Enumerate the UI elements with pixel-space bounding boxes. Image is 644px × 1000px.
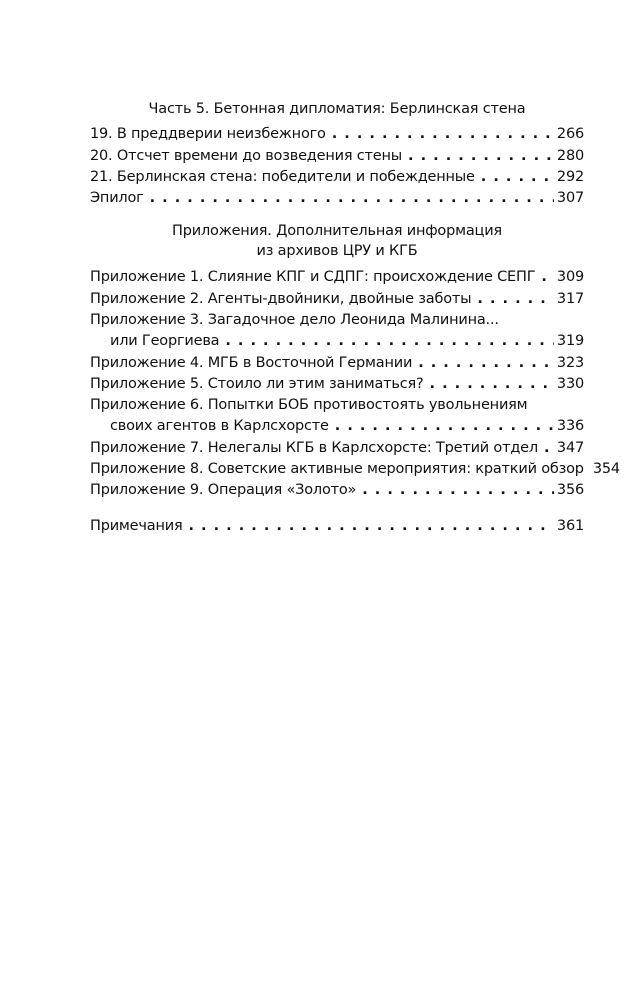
toc-entry	[90, 352, 584, 374]
entry-title: Приложение 1. Слияние КПГ и СДПГ: происхождение СЕПГ	[90, 269, 536, 285]
appendices-heading-line2: из архивов ЦРУ и КГБ	[256, 243, 418, 259]
toc-entry	[90, 187, 584, 209]
toc-entry	[90, 515, 584, 537]
toc-entry	[90, 458, 620, 480]
entry-page: 266	[556, 126, 584, 142]
entry-page: 330	[556, 376, 584, 392]
toc-entry	[90, 373, 584, 395]
leader-dots	[418, 352, 554, 374]
entry-title: Приложение 4. МГБ в Восточной Германии	[90, 355, 413, 371]
entry-title: Приложение 2. Агенты-двойники, двойные заботы	[90, 291, 472, 307]
entry-title: своих агентов в Карлсхорсте	[110, 418, 329, 434]
entry-page: 309	[556, 269, 584, 285]
leader-dots	[332, 123, 554, 145]
entry-page: 347	[556, 440, 584, 456]
toc-entry	[90, 145, 584, 167]
entry-page: 361	[556, 518, 584, 534]
leader-dots	[408, 145, 554, 167]
entry-title-line1: Приложение 6. Попытки БОБ противостоять увольнениям	[90, 397, 528, 413]
entry-page: 307	[556, 190, 584, 206]
toc-entry	[90, 166, 584, 188]
part5-heading: Часть 5. Бетонная дипломатия: Берлинская стена	[148, 101, 526, 117]
leader-dots	[541, 266, 554, 288]
entry-title: 21. Берлинская стена: победители и побежденные	[90, 169, 475, 185]
entry-page: 323	[556, 355, 584, 371]
leader-dots	[335, 415, 554, 437]
leader-dots	[477, 288, 554, 310]
entry-title: Примечания	[90, 518, 183, 534]
toc-entry	[90, 123, 584, 145]
entry-title: Приложение 8. Советские активные мероприятия: краткий обзор	[90, 461, 584, 477]
toc-entry	[90, 330, 584, 352]
leader-dots	[362, 479, 554, 501]
entry-page: 354	[592, 461, 620, 477]
entry-title: или Георгиева	[110, 333, 220, 349]
entry-title: Приложение 9. Операция «Золото»	[90, 482, 357, 498]
leader-dots	[481, 166, 554, 188]
entry-page: 336	[556, 418, 584, 434]
entry-title-line1: Приложение 3. Загадочное дело Леонида Малинина...	[90, 312, 499, 328]
toc-entry	[90, 437, 584, 459]
leader-dots	[544, 437, 554, 459]
leader-dots	[225, 330, 554, 352]
toc-entry	[90, 288, 584, 310]
entry-title: Эпилог	[90, 190, 144, 206]
leader-dots	[430, 373, 554, 395]
leader-dots	[150, 187, 554, 209]
leader-dots	[188, 515, 553, 537]
entry-title: Приложение 7. Нелегалы КГБ в Карлсхорсте: Третий отдел	[90, 440, 538, 456]
entry-title: 20. Отсчет времени до возведения стены	[90, 148, 403, 164]
toc-entry	[90, 266, 584, 288]
entry-page: 317	[556, 291, 584, 307]
toc-entry	[90, 415, 584, 437]
entry-title: Приложение 5. Стоило ли этим заниматься?	[90, 376, 424, 392]
entry-title: 19. В преддверии неизбежного	[90, 126, 326, 142]
entry-page: 292	[556, 169, 584, 185]
entry-page: 319	[556, 333, 584, 349]
toc-entry	[90, 479, 584, 501]
entry-page: 280	[556, 148, 584, 164]
entry-page: 356	[556, 482, 584, 498]
appendices-heading-line1: Приложения. Дополнительная информация	[172, 223, 502, 239]
